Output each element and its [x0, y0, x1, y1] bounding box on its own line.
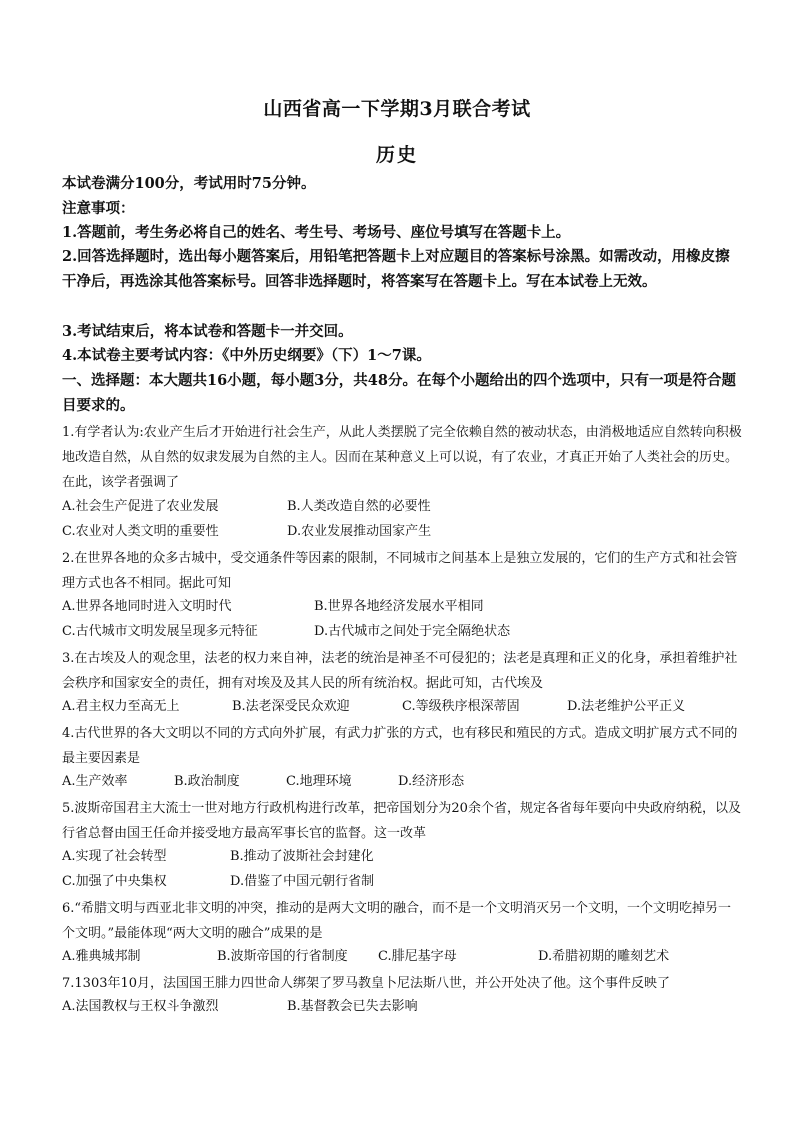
question-3-option-c: C.等级秩序根深蒂固 [402, 699, 520, 714]
notice-item-4: 4.本试卷主要考试内容：《中外历史纲要》（下）1～7课。 [62, 347, 431, 364]
notice-item-1: 1.答题前，考生务必将自己的姓名、考生号、考场号、座位号填写在答题卡上。 [62, 224, 571, 241]
question-6-option-b: B.波斯帝国的行省制度 [217, 949, 348, 964]
question-6-option-c: C.腓尼基字母 [378, 949, 457, 964]
question-1-option-a: A.社会生产促进了农业发展 [62, 499, 219, 514]
notice-item-2: 2.回答选择题时，选出每小题答案后，用铅笔把答题卡上对应题目的答案标号涂黑。如需改动，用橡皮擦干净后，再选涂其他答案标号。回答非选择题时，将答案写在答题卡上。写在本试卷上无效。 [62, 248, 730, 290]
question-5-option-d: D.借鉴了中国元朝行省制 [230, 874, 375, 889]
question-4-option-c: C.地理环境 [286, 774, 352, 789]
question-3-option-b: B.法老深受民众欢迎 [232, 699, 350, 714]
question-7-option-b: B.基督教会已失去影响 [287, 999, 418, 1014]
question-4-stem: 4.古代世界的各大文明以不同的方式向外扩展，有武力扩张的方式，也有移民和殖民的方式。造成文明扩展方式不同的最主要因素是 [62, 726, 738, 766]
notice-heading: 注意事项： [62, 200, 135, 217]
question-7-option-a: A.法国教权与王权斗争激烈 [62, 999, 219, 1014]
question-6-option-a: A.雅典城邦制 [62, 949, 141, 964]
question-3-option-a: A.君主权力至高无上 [62, 699, 180, 714]
question-5-stem: 5.波斯帝国君主大流士一世对地方行政机构进行改革，把帝国划分为20余个省，规定各省每年要向中央政府纳税，以及行省总督由国王任命并接受地方最高军事长官的监督。这一改革 [62, 801, 741, 841]
question-3-stem: 3.在古埃及人的观念里，法老的权力来自神，法老的统治是神圣不可侵犯的；法老是真理和正义的化身，承担着维护社会秩序和国家安全的责任，拥有对埃及及其人民的所有统治权。据此可知，古代埃及 [62, 651, 738, 691]
subject-title: 历史 [375, 144, 418, 166]
question-2-option-d: D.古代城市之间处于完全隔绝状态 [314, 624, 511, 639]
question-4-option-a: A.生产效率 [62, 774, 128, 789]
question-1-stem: 1.有学者认为:农业产生后才开始进行社会生产，从此人类摆脱了完全依赖自然的被动状态，由消极地适应自然转向积极地改造自然，从自然的奴隶发展为自然的主人。因而在某种意义上可以说，有了农业，才真正开始了人类社会的历史。在此，该学者强调了 [62, 425, 742, 490]
question-2-option-c: C.古代城市文明发展呈现多元特征 [62, 624, 258, 639]
notice-item-3: 3.考试结束后，将本试卷和答题卡一并交回。 [62, 323, 353, 340]
question-6-option-d: D.希腊初期的雕刻艺术 [538, 949, 670, 964]
question-2-option-a: A.世界各地同时进入文明时代 [62, 599, 232, 614]
section-heading: 一、选择题：本大题共16小题，每小题3分，共48分。在每个小题给出的四个选项中，只有一项是符合题目要求的。 [62, 372, 736, 414]
question-1-option-b: B.人类改造自然的必要性 [287, 499, 431, 514]
question-3-option-d: D.法老维护公平正义 [567, 699, 686, 714]
question-5-option-b: B.推动了波斯社会封建化 [230, 849, 374, 864]
question-6-stem: 6.“希腊文明与西亚北非文明的冲突，推动的是两大文明的融合，而不是一个文明消灭另一个文明，一个文明吃掉另一个文明。”最能体现“两大文明的融合”成果的是 [62, 901, 732, 941]
exam-intro: 本试卷满分100分，考试用时75分钟。 [62, 175, 316, 192]
question-5-option-c: C.加强了中央集权 [62, 874, 167, 889]
question-7-stem: 7.1303年10月，法国国王腓力四世命人绑架了罗马教皇卜尼法斯八世，并公开处决了他。这个事件反映了 [62, 976, 671, 991]
question-5-option-a: A.实现了社会转型 [62, 849, 167, 864]
exam-title: 山西省高一下学期3月联合考试 [263, 98, 531, 120]
question-2-stem: 2.在世界各地的众多古城中，受交通条件等因素的限制，不同城市之间基本上是独立发展的，它们的生产方式和社会管理方式也各不相同。据此可知 [62, 551, 738, 591]
question-1-option-c: C.农业对人类文明的重要性 [62, 524, 219, 539]
question-1-option-d: D.农业发展推动国家产生 [287, 524, 432, 539]
question-4-option-d: D.经济形态 [398, 774, 465, 789]
question-2-option-b: B.世界各地经济发展水平相同 [314, 599, 484, 614]
question-4-option-b: B.政治制度 [174, 774, 240, 789]
